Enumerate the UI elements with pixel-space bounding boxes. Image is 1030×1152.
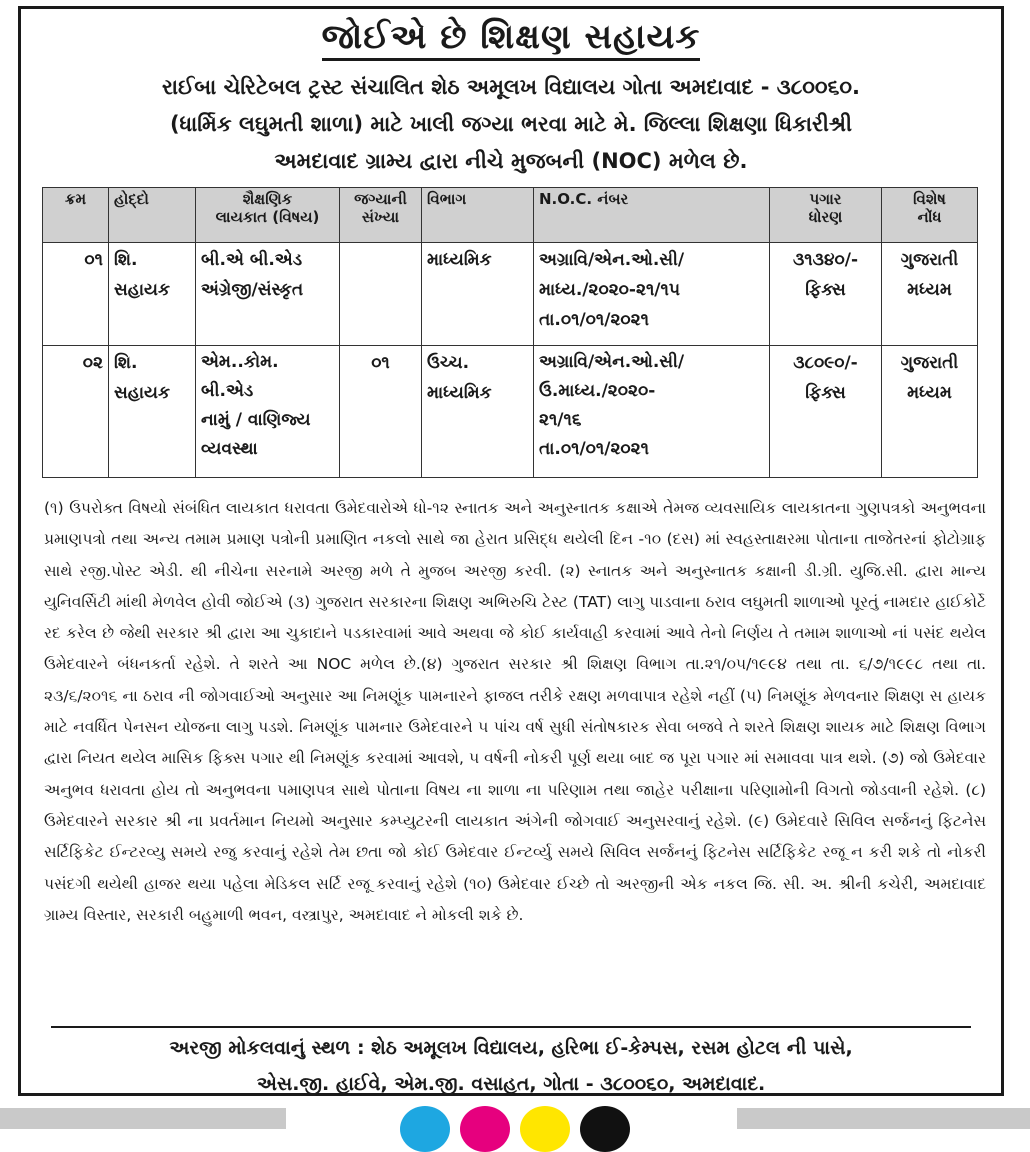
header-pay-line2: ધોરણ bbox=[808, 208, 843, 226]
cell-vacancies bbox=[340, 243, 422, 346]
header-post: હોદ્દો bbox=[109, 188, 196, 243]
header-qualification-line2: લાયકાત (વિષય) bbox=[215, 208, 320, 226]
header-note bbox=[882, 188, 978, 243]
pay-line: ફિક્સ bbox=[805, 280, 846, 300]
address-line-1: અરજી મોકલવાનું સ્થળ : શેઠ અમૂલખ વિદ્યાલય, હરિભા ઈ-કેમ્પસ, રસમ હોટલ ની પાસે, bbox=[169, 1037, 853, 1059]
advertisement-frame bbox=[18, 6, 1004, 1096]
noc-line: માધ્ય./૨૦૨૦-૨૧/૧૫ bbox=[539, 280, 680, 300]
post-line: શિ. bbox=[114, 250, 138, 270]
qualification-line: બી.એડ bbox=[201, 381, 254, 401]
noc-line: તા.૦૧/૦૧/૨૦૨૧ bbox=[539, 439, 649, 459]
cell-qualification bbox=[196, 346, 340, 478]
qualification-line: એમ..કોમ. bbox=[201, 352, 279, 372]
table-row bbox=[43, 243, 978, 346]
department-line: માધ્યમિક bbox=[427, 383, 492, 403]
header-vacancies bbox=[340, 188, 422, 243]
black-registration-mark bbox=[580, 1106, 630, 1152]
note-line: મધ્યમ bbox=[907, 280, 952, 300]
terms-paragraph: (૧) ઉપરોક્ત વિષયો સંબંધિત લાયકાત ધરાવતા ઉમેદવારોએ ધો-૧૨ સ્નાતક અને અનુસ્નાતક કક્ષાએ તેમજ વ્યવસાયિક લાયકાતના ગુણપત્રકો અનુભવના પ્રમાણપત્રો તથા અન્ય તમામ પ્રમાણ પત્રોની પ્રમાણિત નકલો સાથે જા હેરાત પ્રસિદ્ધ થયેલી દિન -૧૦ (દસ) માં સ્વહસ્તાક્ષરમા પોતાના તાજેતરનાં ફોટોગ્રાફ સાથે રજી.પોસ્ટ એડી. થી નીચેના સરનામે અરજી મળે તે મુજબ અરજી કરવી. (૨) સ્નાતક અને અનુસ્નાતક કક્ષાની ડી.ગ્રી. યુજિ.સી. દ્વારા માન્ય યુનિવર્સિટી માંથી મેળવેલ હોવી જોઈએ (૩) ગુજરાત સરકારના શિક્ષણ અભિરુચિ ટેસ્ટ (TAT) લાગુ પાડવાના ઠરાવ લઘુમતી શાળાઓ પૂરતું નામદાર હાઈકોર્ટે રદ કરેલ છે જેથી સરકાર શ્રી દ્વારા આ ચુકાદાને પડકારવામાં આવે અથવા જે કોઈ કાર્યવાહી કરવામાં આવે તેનો નિર્ણય તે તમામ શાળાઓ નાં પસંદ થયેલ ઉમેદવારને બંધનકર્તા રહેશે. તે શરતે આ NOC મળેલ છે.(૪) ગુજરાત સરકાર શ્રી શિક્ષણ વિભાગ તા.૨૧/૦૫/૧૯૯૪ તથા તા. ૬/૭/૧૯૯૮ તથા તા. ૨૩/૬/૨૦૧૬ ના ઠરાવ ની જોગવાઈઓ અનુસાર આ નિમણૂંક પામનારને ફાજલ તરીકે રક્ષણ મળવાપાત્ર રહેશે નહીં (૫) નિમણૂંક મેળવનાર શિક્ષણ સ હાયક માટે નવર્ધિત પેનસન યોજના લાગુ પડશે. નિમણૂંક પામનાર ઉમેદવારને ૫ પાંચ વર્ષ સુધી સંતોષકારક સેવા બજવે તે શરતે શિક્ષણ શાયક માટે શિક્ષણ વિભાગ દ્વારા નિયત થયેલ માસિક ફિક્સ પગાર થી નિમણૂંક કરવામાં આવશે, ૫ વર્ષની નોકરી પૂર્ણ થયા બાદ જ પૂરા પગાર માં સમાવવા પાત્ર થશે. (૭) જો ઉમેદવાર અનુભવ ધરાવતા હોય તો અનુભવના પમાણપત્ર સાથે પોતાના વિષય ના શાળા ના પરિણામ તથા જાહેર પરીક્ષાના પરિણામોની વિગતો જોડવાની રહેશે. (૮) ઉમેદવારને સરકાર શ્રી ના પ્રવર્તમાન નિયમો અનુસાર કમ્પ્યુટરની લાયકાત અંગેની જોગવાઈ અનુસરવાનું રહેશે. (૯) ઉમેદવારે સિવિલ સર્જનનું ફિટનેસ સર્ટિફિકેટ ઈન્ટરવ્યુ સમયે રજુ કરવાનું રહેશે તેમ છતા જો કોઈ ઉમેદવાર ઈન્ટર્વ્યુ સમયે સિવિલ સર્જનનું ફિટનેસ સર્ટિફિકેટ રજૂ ન કરી શકે તો નોકરી પસંદગી થયેથી હાજર થયા પહેલા મેડિકલ સર્ટિ રજૂ કરવાનું રહેશે (૧૦) ઉમેદવાર ઈચ્છે તો અરજીની એક નકલ જિ. સી. અ. શ્રીની કચેરી, અમદાવાદ ગ્રામ્ય વિસ્તાર, સરકારી બહુમાળી ભવન, વસ્ત્રાપુર, અમદાવાદ ને મોકલી શકે છે. bbox=[44, 499, 986, 924]
cell-note bbox=[882, 346, 978, 478]
table-row bbox=[43, 346, 978, 478]
subheading-line-1: રાઈબા ચેરિટેબલ ટ્રસ્ટ સંચાલિત શેઠ અમૂલખ વિદ્યાલય ગોતા અમદાવાદ - ૩૮૦૦૬૦. bbox=[162, 75, 860, 99]
pay-line: ૩૧૩૪૦/- bbox=[792, 250, 858, 270]
qualification-line: નામું / વાણિજ્ય bbox=[201, 410, 311, 430]
post-line: સહાયક bbox=[114, 280, 170, 300]
header-vacancies-line2: સંખ્યા bbox=[361, 208, 400, 226]
cell-department bbox=[422, 346, 534, 478]
department-line: ઉચ્ચ. bbox=[427, 353, 470, 373]
department-line: માધ્યમિક bbox=[427, 250, 492, 270]
subheading-line-3: અમદાવાદ ગ્રામ્ય દ્વારા નીચે મુજબની (NOC) મળેલ છે. bbox=[274, 149, 748, 173]
noc-line: અગ્રાવિ/એન.ઓ.સી/ bbox=[539, 250, 685, 270]
magenta-registration-mark bbox=[460, 1106, 510, 1152]
note-line: ગુજરાતી bbox=[900, 250, 959, 270]
noc-line: ઉ.માધ્ય./૨૦૨૦- bbox=[539, 381, 656, 401]
cell-department bbox=[422, 243, 534, 346]
address-line-2: એસ.જી. હાઈવે, એમ.જી. વસાહત, ગોતા - ૩૮૦૦૬૦, અમદાવાદ. bbox=[256, 1073, 766, 1095]
cell-pay bbox=[770, 243, 882, 346]
noc-line: અગ્રાવિ/એન.ઓ.સી/ bbox=[539, 352, 685, 372]
cell-qualification bbox=[196, 243, 340, 346]
qualification-line: વ્યવસ્થા bbox=[201, 439, 258, 459]
subheading-line-2: (ધાર્મિક લઘુમતી શાળા) માટે ખાલી જગ્યા ભરવા માટે મે. જિલ્લા શિક્ષણા ધિકારીશ્રી bbox=[169, 112, 853, 136]
note-line: મધ્યમ bbox=[907, 383, 952, 403]
table-header-row bbox=[43, 188, 978, 243]
header-serial: ક્રમ bbox=[43, 188, 109, 243]
qualification-line: અંગ્રેજી/સંસ્કૃત bbox=[201, 280, 304, 300]
headline bbox=[21, 17, 1001, 57]
qualification-line: બી.એ બી.એડ bbox=[201, 250, 303, 270]
header-note-line1: વિશેષ bbox=[913, 190, 946, 208]
note-line: ગુજરાતી bbox=[900, 353, 959, 373]
cell-serial: ૦૧ bbox=[43, 243, 109, 346]
noc-line: ૨૧/૧૬ bbox=[539, 410, 582, 430]
cell-noc bbox=[534, 346, 770, 478]
vacancy-table bbox=[42, 187, 978, 478]
headline-text: જોઈએ છે શિક્ષણ સહાયક bbox=[322, 17, 701, 61]
print-band-right bbox=[737, 1108, 1030, 1129]
header-qualification bbox=[196, 188, 340, 243]
cell-post bbox=[109, 346, 196, 478]
cell-post bbox=[109, 243, 196, 346]
cell-vacancies: ૦૧ bbox=[340, 346, 422, 478]
print-band-left bbox=[0, 1108, 286, 1129]
header-department: વિભાગ bbox=[422, 188, 534, 243]
header-qualification-line1: શૈક્ષણિક bbox=[242, 190, 293, 208]
yellow-registration-mark bbox=[520, 1106, 570, 1152]
cell-noc bbox=[534, 243, 770, 346]
pay-line: ૩૮૦૯૦/- bbox=[793, 353, 858, 373]
header-pay bbox=[770, 188, 882, 243]
header-noc: N.O.C. નંબર bbox=[534, 188, 770, 243]
noc-line: તા.૦૧/૦૧/૨૦૨૧ bbox=[539, 310, 649, 330]
header-pay-line1: પગાર bbox=[809, 190, 842, 208]
cell-serial: ૦૨ bbox=[43, 346, 109, 478]
address-divider bbox=[51, 1026, 971, 1028]
post-line: શિ. bbox=[114, 353, 138, 373]
pay-line: ફિક્સ bbox=[805, 383, 846, 403]
cell-pay bbox=[770, 346, 882, 478]
post-line: સહાયક bbox=[114, 383, 170, 403]
cyan-registration-mark bbox=[400, 1106, 450, 1152]
header-vacancies-line1: જગ્યાની bbox=[354, 190, 407, 208]
header-note-line2: નોંધ bbox=[917, 208, 942, 226]
cell-note bbox=[882, 243, 978, 346]
